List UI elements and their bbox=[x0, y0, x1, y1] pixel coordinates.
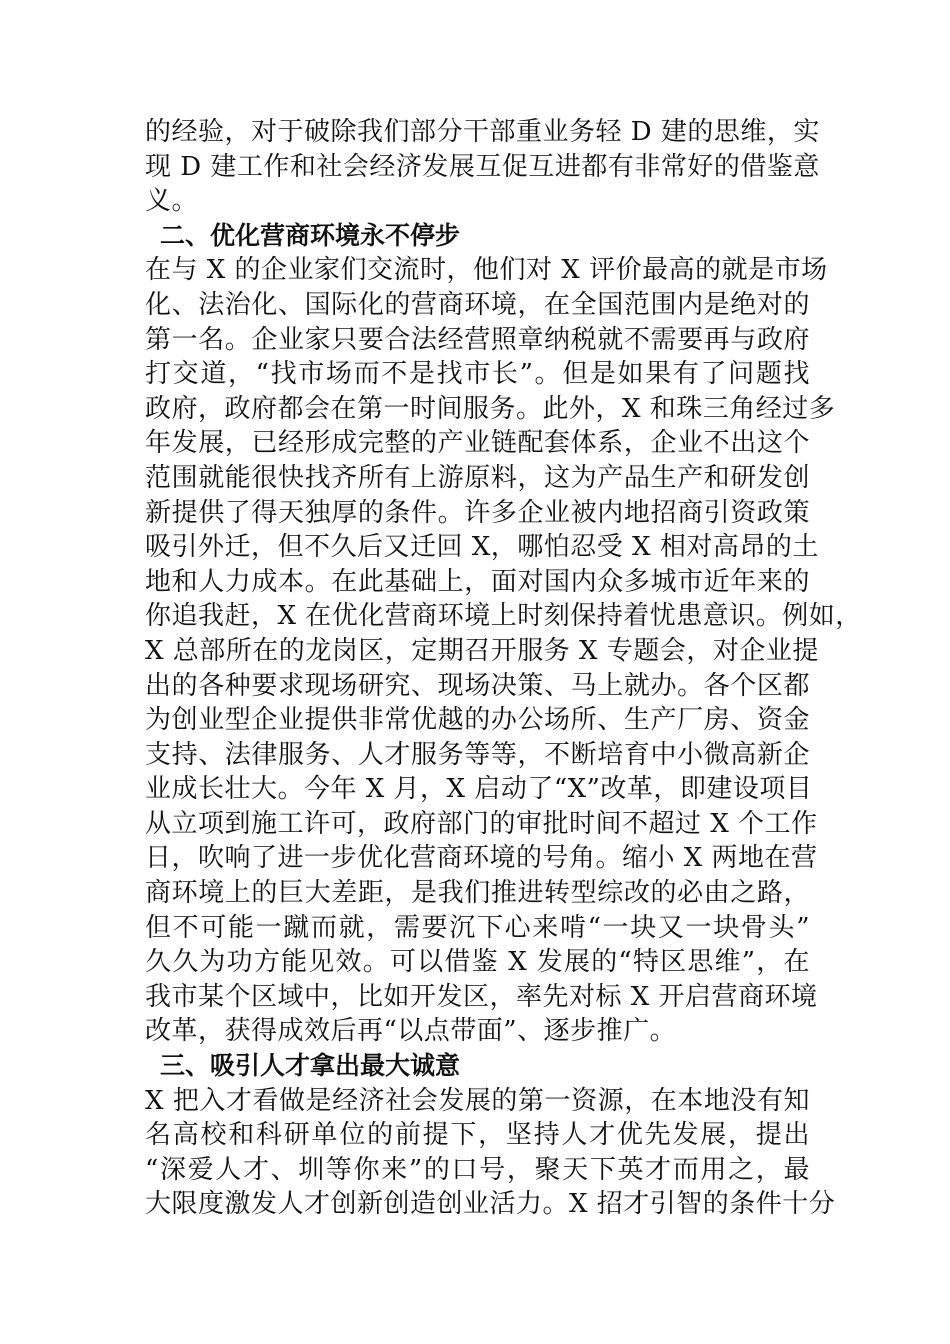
section-heading-3: 三、吸引人才拿出最大诚意 bbox=[160, 1051, 461, 1081]
paragraph-line: “深爱人才、圳等你来”的口号，聚天下英才而用之，最 bbox=[145, 1154, 810, 1185]
paragraph-line: 为创业型企业提供非常优越的办公场所、生产厂房、资金 bbox=[145, 705, 810, 736]
paragraph-line: 现 D 建工作和社会经济发展互促互进都有非常好的借鉴意 bbox=[145, 151, 820, 182]
section-heading-2: 二、优化营商环境永不停步 bbox=[160, 220, 461, 250]
paragraph-line: 你追我赶，X 在优化营商环境上时刻保持着忧患意识。例如， bbox=[145, 601, 862, 632]
paragraph-line: 名高校和科研单位的前提下，坚持人才优先发展，提出 bbox=[145, 1120, 810, 1151]
paragraph-line: 地和人力成本。在此基础上，面对国内众多城市近年来的 bbox=[145, 566, 810, 597]
paragraph-line: 大限度激发人才创新创造创业活力。X 招才引智的条件十分 bbox=[145, 1189, 836, 1220]
paragraph-line: 打交道，“找市场而不是找市长”。但是如果有了问题找 bbox=[145, 359, 810, 390]
paragraph-line: 我市某个区域中，比如开发区，率先对标 X 开启营商环境 bbox=[145, 981, 818, 1012]
paragraph-line: 支持、法律服务、人才服务等等，不断培育中小微高新企 bbox=[145, 739, 810, 770]
paragraph-line: 化、法治化、国际化的营商环境，在全国范围内是绝对的 bbox=[145, 289, 810, 320]
paragraph-line: X 把入才看做是经济社会发展的第一资源，在本地没有知 bbox=[145, 1085, 810, 1116]
paragraph-line: 久久为功方能见效。可以借鉴 X 发展的“特区思维”，在 bbox=[145, 947, 810, 978]
document-body bbox=[145, 115, 862, 1222]
paragraph-line: 在与 X 的企业家们交流时，他们对 X 评价最高的就是市场 bbox=[145, 255, 828, 286]
paragraph-line: 新提供了得天独厚的条件。许多企业被内地招商引资政策 bbox=[145, 497, 810, 528]
paragraph-line: 从立项到施工许可，政府部门的审批时间不超过 X 个工作 bbox=[145, 808, 818, 839]
paragraph-line: 年发展，已经形成完整的产业链配套体系，企业不出这个 bbox=[145, 428, 810, 459]
paragraph-line: 的经验，对于破除我们部分干部重业务轻 D 建的思维，实 bbox=[145, 117, 820, 147]
paragraph-line: 业成长壮大。今年 X 月，X 启动了“X”改革，即建设项目 bbox=[145, 774, 813, 805]
paragraph-line: 吸引外迁，但不久后又迁回 X，哪怕忍受 X 相对高昂的土 bbox=[145, 532, 819, 563]
paragraph-line: 范围就能很快找齐所有上游原料，这为产品生产和研发创 bbox=[145, 462, 810, 493]
paragraph-line: 日，吹响了进一步优化营商环境的号角。缩小 X 两地在营 bbox=[145, 843, 818, 874]
paragraph-line: 商环境上的巨大差距，是我们推进转型综改的必由之路， bbox=[145, 878, 810, 909]
paragraph-line: 第一名。企业家只要合法经营照章纳税就不需要再与政府 bbox=[145, 324, 810, 355]
paragraph-line: 改革，获得成效后再“以点带面”、逐步推广。 bbox=[145, 1016, 677, 1047]
paragraph-line: 但不可能一蹴而就，需要沉下心来啃“一块又一块骨头” bbox=[145, 912, 810, 943]
paragraph-line: 政府，政府都会在第一时间服务。此外，X 和珠三角经过多 bbox=[145, 393, 836, 424]
paragraph-line: X 总部所在的龙岗区，定期召开服务 X 专题会，对企业提 bbox=[145, 635, 819, 666]
paragraph-line: 出的各种要求现场研究、现场决策、马上就办。各个区都 bbox=[145, 670, 810, 701]
paragraph-line: 义。 bbox=[145, 186, 199, 217]
